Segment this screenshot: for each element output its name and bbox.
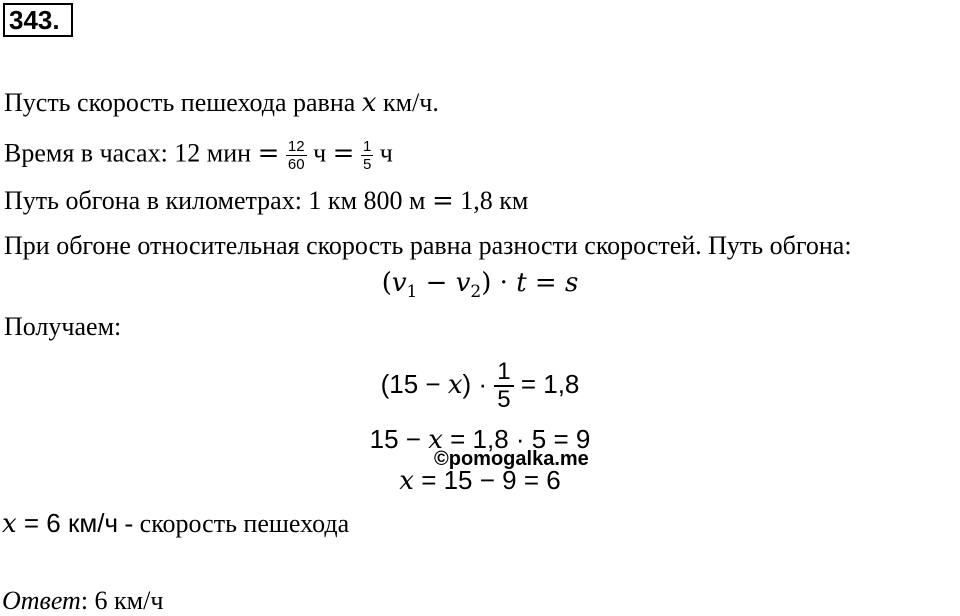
eq2-var: x — [428, 425, 443, 455]
line2-eq2: = — [332, 138, 355, 169]
equation-1 — [0, 356, 960, 416]
line1-unit: км/ч. — [376, 88, 439, 117]
eq1-denominator: 5 — [494, 385, 513, 413]
eq1-numerator: 1 — [497, 358, 511, 386]
fraction-12-60 — [286, 138, 307, 173]
formula-t: t — [516, 268, 527, 298]
formula-minus: − — [417, 268, 456, 298]
line-we-get: Получаем: — [4, 312, 122, 341]
fraction-numerator: 12 — [287, 138, 305, 155]
eq1-fraction — [494, 359, 513, 413]
eq2-left: 15 − — [369, 424, 429, 454]
eq3-var: x — [399, 466, 414, 496]
line-distance-conversion — [4, 186, 528, 216]
line3-prefix: Путь обгона в километрах: 1 км 800 м — [4, 186, 432, 215]
line2-suffix: ч — [373, 138, 393, 168]
formula-close: ) — [481, 268, 492, 298]
result-var: x — [2, 509, 17, 539]
fraction-numerator: 1 — [362, 138, 372, 155]
formula-overtake — [0, 268, 960, 302]
formula-sub1: 1 — [406, 282, 418, 302]
formula-s: s — [564, 268, 579, 298]
problem-number: 343. — [3, 3, 73, 37]
formula-v1: v — [391, 268, 407, 298]
line3-eq: = — [431, 186, 454, 216]
eq1-var: x — [447, 370, 463, 400]
answer-label: Ответ — [2, 586, 81, 615]
line3-suffix: 1,8 км — [453, 186, 529, 215]
answer-value: : 6 км/ч — [80, 586, 164, 615]
formula-eq: = — [526, 268, 565, 298]
result-desc: - скорость пешехода — [118, 509, 350, 538]
line-speed-assumption — [4, 88, 439, 118]
fraction-denominator: 60 — [287, 156, 305, 173]
eq1-close: ) · — [462, 369, 495, 399]
eq1-left: (15 − — [380, 369, 448, 399]
formula-v2: v — [455, 268, 471, 298]
formula-sub2: 2 — [470, 282, 482, 302]
formula-dot: · — [491, 268, 517, 298]
line2-eq: = — [257, 138, 280, 169]
var-x: x — [361, 88, 377, 118]
formula-open: ( — [381, 268, 392, 298]
result-line — [2, 508, 349, 539]
watermark: ©pomogalka.me — [434, 448, 589, 470]
line2-prefix: Время в часах: 12 мин — [4, 138, 258, 168]
result-eq: = 6 км/ч — [16, 508, 119, 538]
fraction-1-5 — [361, 138, 373, 173]
line-relative-speed: При обгоне относительная скорость равна разности скоростей. Путь обгона: — [4, 231, 852, 260]
line-time-conversion — [4, 138, 393, 173]
eq1-right: = 1,8 — [513, 369, 580, 399]
eq3-right: = 15 − 9 = 6 — [413, 465, 561, 495]
eq2-right: = 1,8 · 5 = 9 — [442, 424, 591, 454]
line2-mid: ч — [306, 138, 333, 168]
equation-3 — [0, 465, 960, 496]
fraction-denominator: 5 — [362, 156, 372, 173]
answer-line — [2, 586, 163, 616]
line1-text: Пусть скорость пешехода равна — [4, 88, 362, 117]
